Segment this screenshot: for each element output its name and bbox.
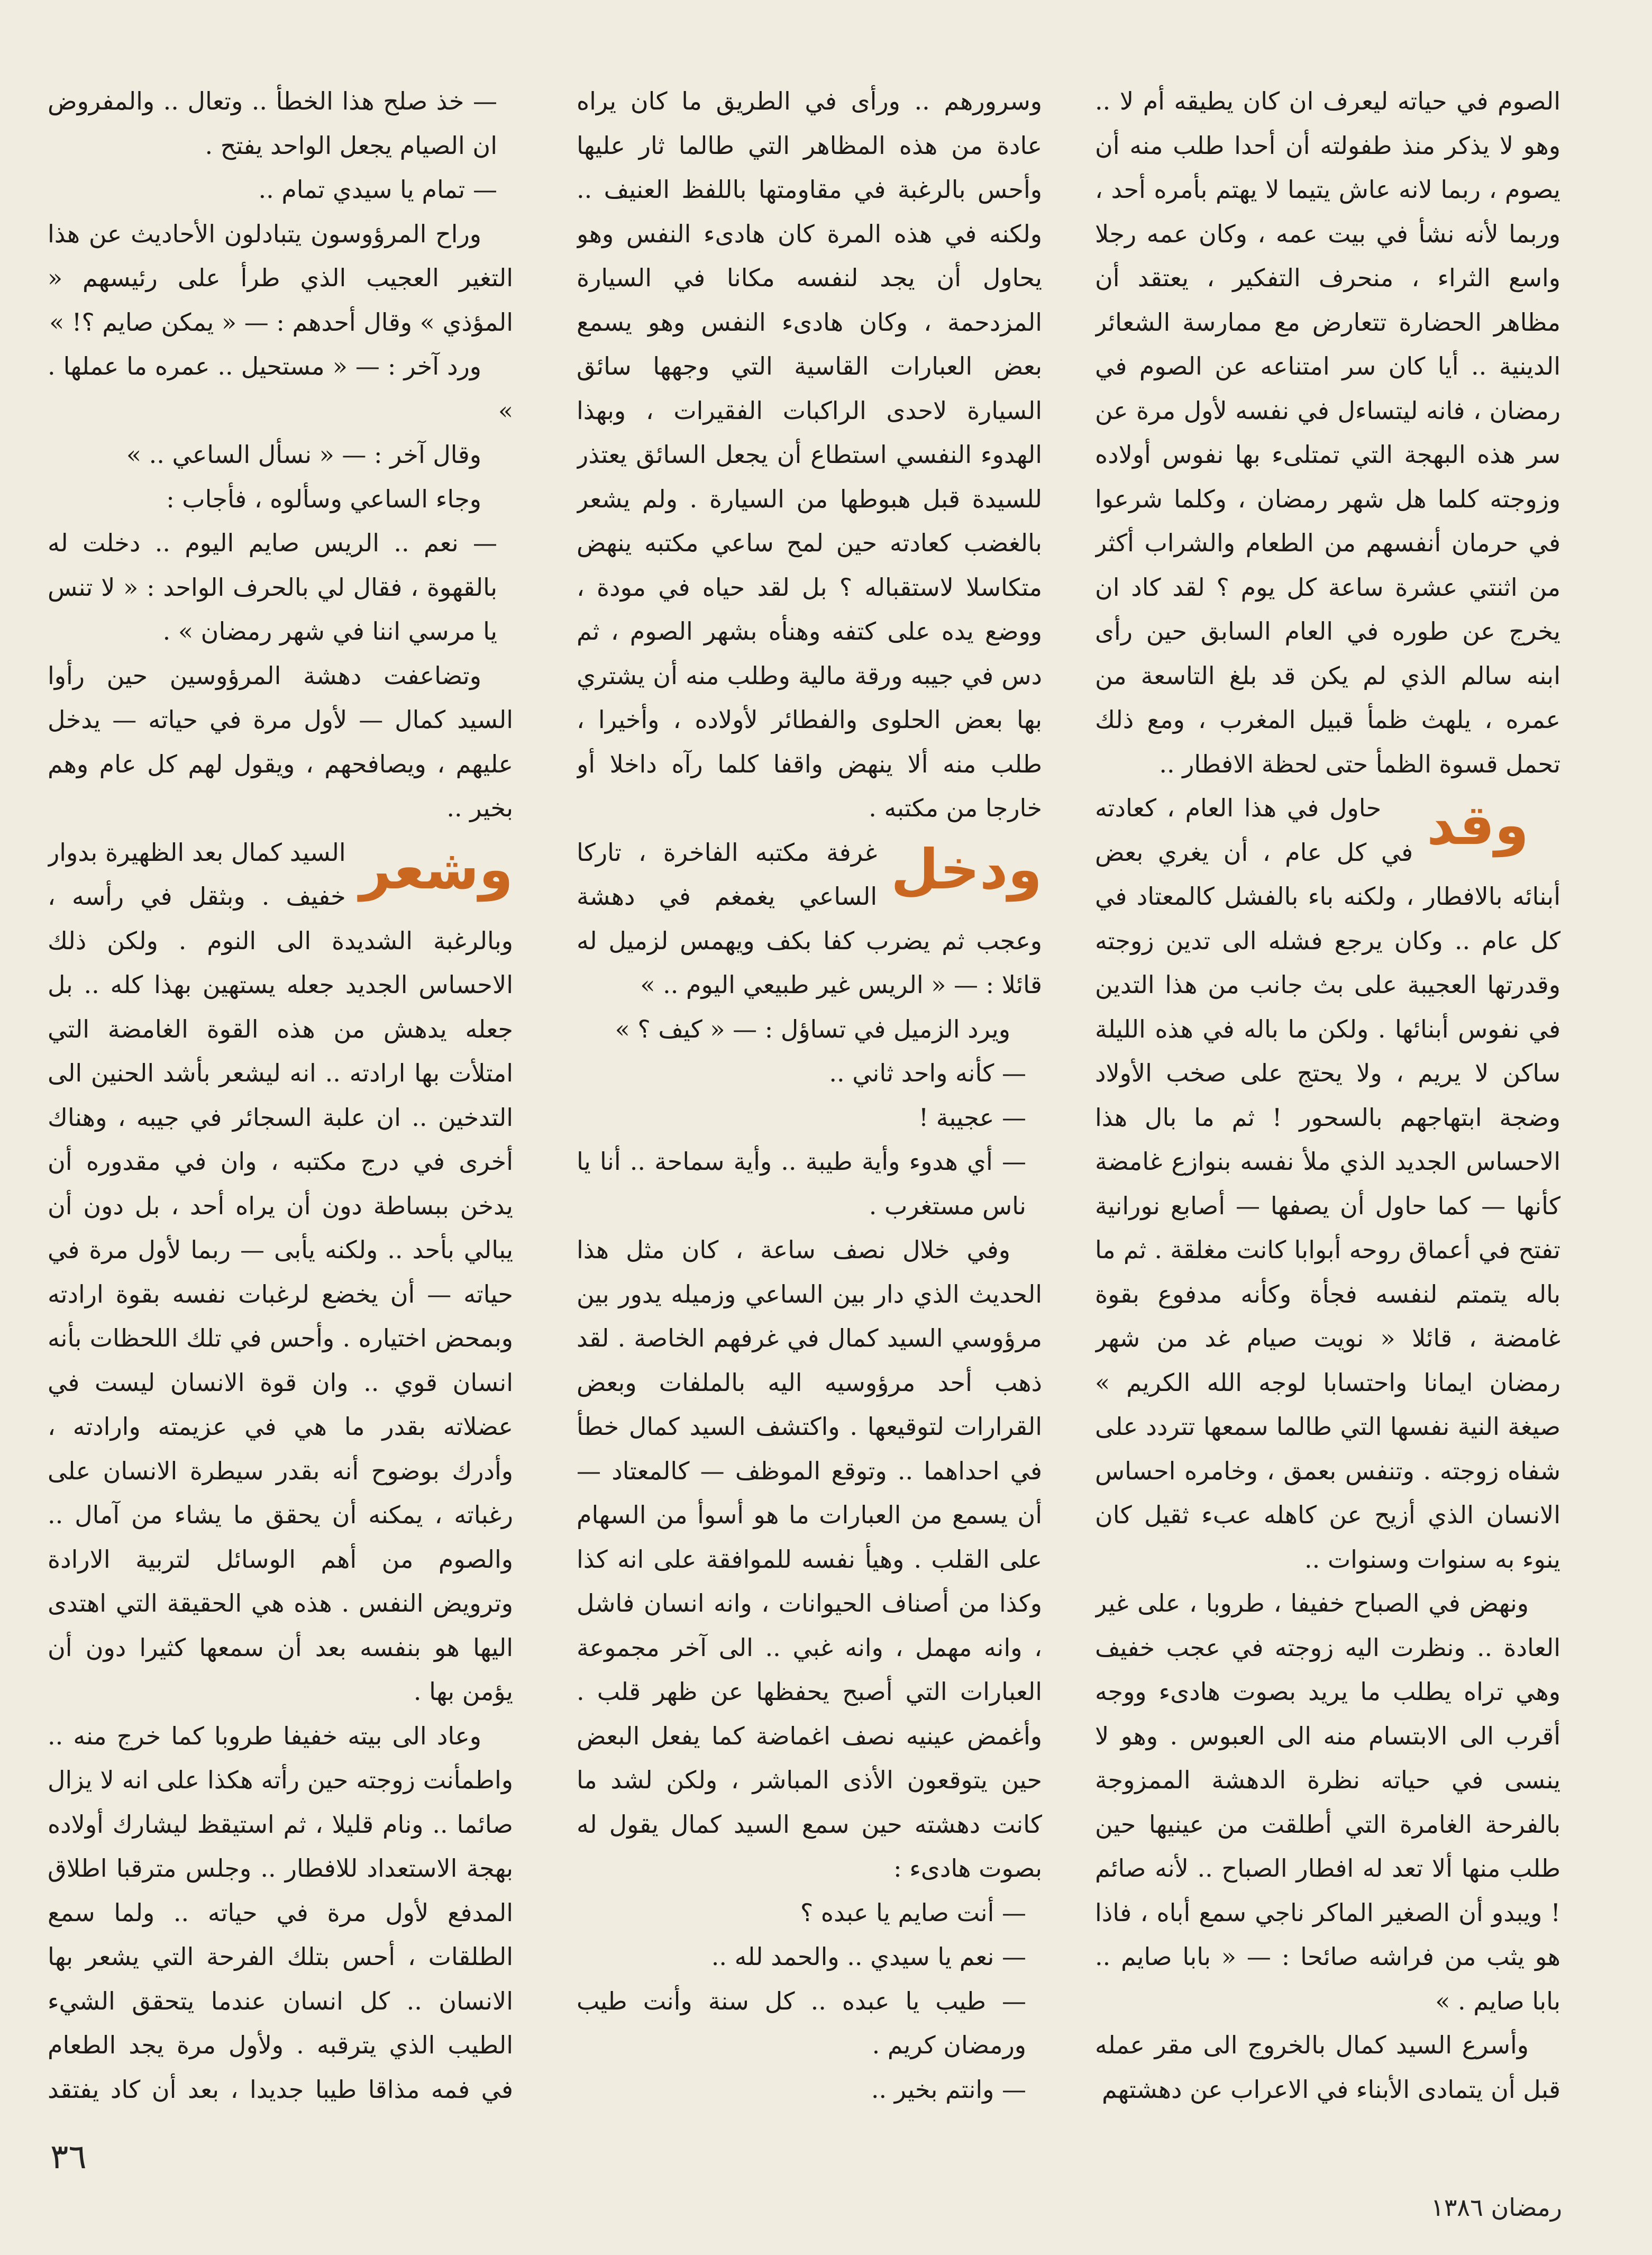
text-column-left xyxy=(48,79,513,2116)
dialogue-line: — عجيبة ! xyxy=(918,1103,1026,1132)
paragraph: ورد آخر : — « مستحيل .. عمره ما عملها . » xyxy=(48,352,513,425)
text-column-right xyxy=(1095,79,1560,2116)
paragraph: وجاء الساعي وسألوه ، فأجاب : xyxy=(166,484,481,513)
paragraph: وتضاعفت دهشة المرؤوسين حين رأوا السيد كمال — لأول مرة في حياته — يدخل عليهم ، ويصافحهم ، ويقول لهم كل عام وهم بخير .. xyxy=(48,661,513,822)
paragraph: ويرد الزميل في تساؤل : — « كيف ؟ » xyxy=(615,1014,1010,1043)
paragraph: وراح المرؤوسون يتبادلون الأحاديث عن هذا التغير العجيب الذي طرأ على رئيسهم « المؤذي » وقال أحدهم : — « يمكن صايم ؟! » xyxy=(48,219,513,337)
paragraph: وعاد الى بيته خفيفا طروبا كما خرج منه .. واطمأنت زوجته حين رأته هكذا على انه لا يزال صائما .. ونام قليلا ، ثم استيقظ ليشارك أولاده بهجة الاستعداد للافطار .. وجلس مترقبا اطلاق المدفع لأول مرة في حياته .. ولما سمع الطلقات ، أحس بتلك الفرحة التي يشعر بها الانسان .. كل انسان عندما يتحقق الشيء الطيب الذي يترقبه . ولأول مرة يجد الطعام في فمه مذاقا طيبا جديدا ، بعد أن كاد يفتقد xyxy=(48,1721,513,2104)
paragraph: وقد حاول في هذا العام ، كعادته في كل عام ، أن يغري بعض أبنائه بالافطار ، ولكنه باء بالفشل كالمعتاد في كل عام .. وكان يرجع فشله الى تدين زوجته وقدرتها العجيبة على بث جانب من هذا التدين في نفوس أبنائها . ولكن ما باله في هذه الليلة ساكن لا يريم ، ولا يحتج على صخب الأولاد وضجة ابتهاجهم بالسحور ! ثم ما بال هذا الاحساس الجديد الذي ملأ نفسه بنوازع غامضة كأنها — كما حاول أن يصفها — أصابع نورانية تفتح في أعماق روحه أبوابا كانت مغلقة . ثم ما باله يتمتم لنفسه فجأة وكأنه مدفوع بقوة غامضة ، قائلا « نويت صيام غد من شهر رمضان ايمانا واحتسابا لوجه الله الكريم » صيغة النية نفسها التي طالما سمعها تتردد على شفاه زوجته . وتنفس بعمق ، وخامره احساس الانسان الذي أزيح عن كاهله عبء ثقيل كان ينوء به سنوات وسنوات .. xyxy=(1095,786,1560,1581)
drop-word-waqad: وقد xyxy=(1427,793,1529,857)
paragraph: ونهض في الصباح خفيفا ، طروبا ، على غير العادة .. ونظرت اليه زوجته في عجب خفيف وهي تراه يطلب ما يريد بصوت هادىء ووجه أقرب الى الابتسام منه الى العبوس . وهو لا ينسى في حياته نظرة الدهشة الممزوجة بالفرحة الغامرة التي أطلقت من عينيها حين طلب منها ألا تعد له افطار الصباح .. لأنه صائم ! ويبدو أن الصغير الماكر ناجي سمع أباه ، فاذا هو يثب من فراشه صائحا : — « بابا صايم .. بابا صايم . » xyxy=(1095,1589,1560,2015)
dialogue-line: — تمام يا سيدي تمام .. xyxy=(258,175,497,204)
text-column-middle xyxy=(577,79,1042,2116)
drop-word-wadakhal: ودخل xyxy=(891,836,1042,902)
dialogue-line: — أنت صايم يا عبده ؟ xyxy=(800,1898,1026,1927)
dialogue-line: — طيب يا عبده .. كل سنة وأنت طيب ورمضان كريم . xyxy=(577,1986,1026,2059)
dialogue-line: — كأنه واحد ثاني .. xyxy=(829,1059,1026,1087)
issue-date: رمضان ١٣٨٦ xyxy=(1431,2193,1562,2222)
paragraph: وشعر السيد كمال بعد الظهيرة بدوار خفيف . وبثقل في رأسه ، وبالرغبة الشديدة الى النوم . ولكن ذلك الاحساس الجديد جعله يستهين بهذا كله .. بل جعله يدهش من هذه القوة الغامضة التي امتلأت بها ارادته .. انه ليشعر بأشد الحنين الى التدخين .. ان علبة السجائر في جيبه ، وهناك أخرى في درج مكتبه ، وان في مقدوره أن يدخن ببساطة دون أن يراه أحد ، بل دون أن يبالي بأحد .. ولكنه يأبى — ربما لأول مرة في حياته — أن يخضع لرغبات نفسه بقوة ارادته وبمحض اختياره . وأحس في تلك اللحظات بأنه انسان قوي .. وان قوة الانسان ليست في عضلاته بقدر ما هي في عزيمته وارادته ، وأدرك بوضوح أنه بقدر سيطرة الانسان على رغباته ، يمكنه أن يحقق ما يشاء من آمال .. والصوم من أهم الوسائل لتربية الارادة وترويض النفس . هذه هي الحقيقة التي اهتدى اليها هو بنفسه بعد أن سمعها كثيرا دون أن يؤمن بها . xyxy=(48,831,513,1714)
dialogue-line: — أي هدوء وأية طيبة .. وأية سماحة .. أنا يا ناس مستغرب . xyxy=(577,1147,1026,1220)
paragraph: ودخل غرفة مكتبه الفاخرة ، تاركا الساعي يغمغم في دهشة وعجب ثم يضرب كفا بكف ويهمس لزميل له قائلا : — « الريس غير طبيعي اليوم .. » xyxy=(577,831,1042,1007)
paragraph: وسرورهم .. ورأى في الطريق ما كان يراه عادة من هذه المظاهر التي طالما ثار عليها وأحس بالرغبة في مقاومتها باللفظ العنيف .. ولكنه في هذه المرة كان هادىء النفس وهو يحاول أن يجد لنفسه مكانا في السيارة المزدحمة ، وكان هادىء النفس وهو يسمع بعض العبارات القاسية التي وجهها سائق السيارة لاحدى الراكبات الفقيرات ، وبهذا الهدوء النفسي استطاع أن يجعل السائق يعتذر للسيدة قبل هبوطها من السيارة . ولم يشعر بالغضب كعادته حين لمح ساعي مكتبه ينهض متكاسلا لاستقباله ؟ بل لقد حياه في مودة ، ووضع يده على كتفه وهنأه بشهر الصوم ، ثم دس في جيبه ورقة مالية وطلب منه أن يشتري بها بعض الحلوى والفطائر لأولاده ، وأخيرا ، طلب منه ألا ينهض واقفا كلما رآه داخلا أو خارجا من مكتبه . xyxy=(577,87,1042,822)
dialogue-line: — وانتم بخير .. xyxy=(871,2075,1026,2104)
paragraph: وفي خلال نصف ساعة ، كان مثل هذا الحديث الذي دار بين الساعي وزميله يدور بين مرؤوسي السيد كمال في غرفهم الخاصة . لقد ذهب أحد مرؤوسيه اليه بالملفات وبعض القرارات لتوقيعها . واكتشف السيد كمال خطأ في احداهما .. وتوقع الموظف — كالمعتاد — أن يسمع من العبارات ما هو أسوأ من السهام على القلب . وهيأ نفسه للموافقة على انه كذا وكذا من أصناف الحيوانات ، وانه انسان فاشل ، وانه مهمل ، وانه غبي .. الى آخر مجموعة العبارات التي أصبح يحفظها عن ظهر قلب . وأغمض عينيه نصف اغماضة كما يفعل البعض حين يتوقعون الأذى المباشر ، ولكن لشد ما كانت دهشته حين سمع السيد كمال يقول له بصوت هادىء : xyxy=(577,1235,1042,1883)
dialogue-line: — خذ صلح هذا الخطأ .. وتعال .. والمفروض ان الصيام يجعل الواحد يفتح . xyxy=(48,87,497,160)
paragraph: وقال آخر : — « نسأل الساعي .. » xyxy=(126,440,481,469)
dialogue-line: — نعم .. الريس صايم اليوم .. دخلت له بالقهوة ، فقال لي بالحرف الواحد : « لا تنس يا مرسي اننا في شهر رمضان » . xyxy=(48,529,497,645)
page-number: ٣٦ xyxy=(50,2138,87,2177)
dialogue-line: — نعم يا سيدي .. والحمد لله .. xyxy=(711,1942,1026,1971)
paragraph: وأسرع السيد كمال بالخروج الى مقر عمله قبل أن يتمادى الأبناء في الاعراب عن دهشتهم xyxy=(1095,2031,1560,2104)
paragraph: الصوم في حياته ليعرف ان كان يطيقه أم لا .. وهو لا يذكر منذ طفولته أن أحدا طلب منه أن يصوم ، ربما لانه عاش يتيما لا يهتم بأمره أحد ، وربما لأنه نشأ في بيت عمه ، وكان عمه رجلا واسع الثراء ، منحرف التفكير ، يعتقد أن مظاهر الحضارة تتعارض مع ممارسة الشعائر الدينية .. أيا كان سر امتناعه عن الصوم في رمضان ، فانه ليتساءل في نفسه لأول مرة عن سر هذه البهجة التي تمتلىء بها نفوس أولاده وزوجته كلما هل شهر رمضان ، وكلما شرعوا في حرمان أنفسهم من الطعام والشراب أكثر من اثنتي عشرة ساعة كل يوم ؟ لقد كاد ان يخرج عن طوره في العام السابق حين رأى ابنه سالم الذي لم يكن قد بلغ التاسعة من عمره ، يلهث ظمأ قبيل المغرب ، ومع ذلك تحمل قسوة الظمأ حتى لحظة الافطار .. xyxy=(1095,87,1560,778)
drop-word-washaar: وشعر xyxy=(359,836,513,902)
